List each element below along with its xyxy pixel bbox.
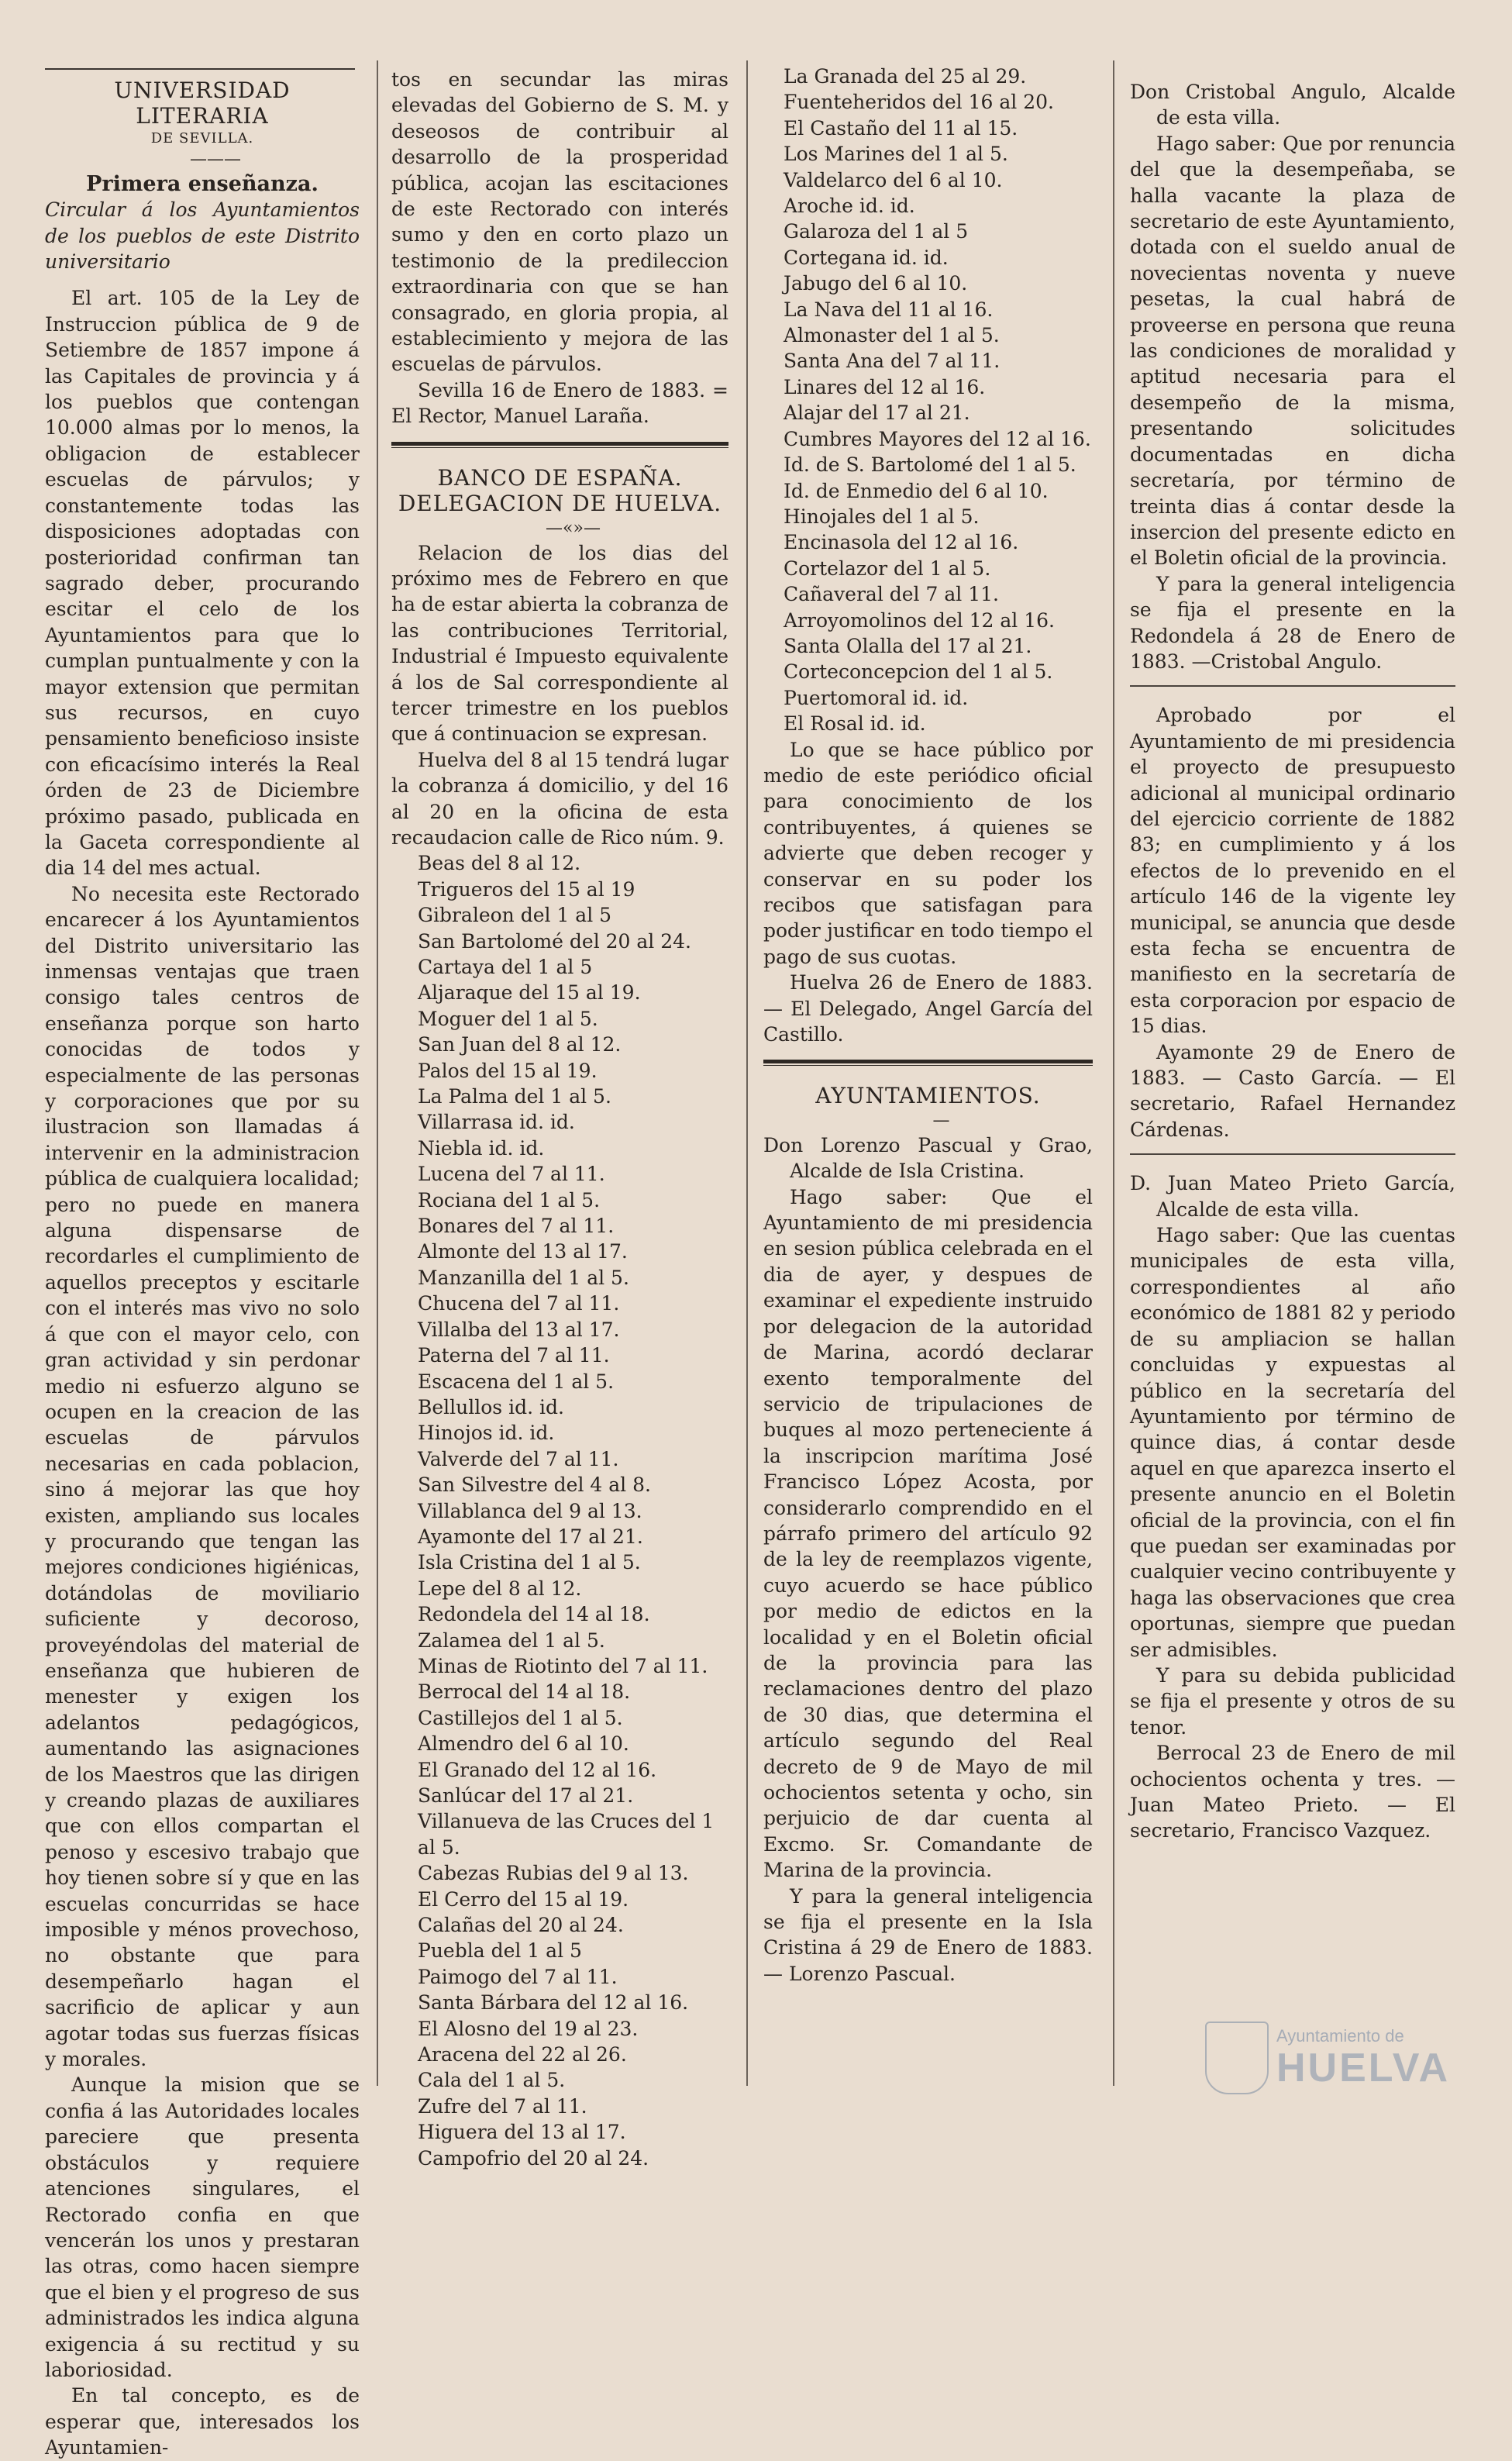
town-entry: Cumbres Mayores del 12 al 16. xyxy=(784,427,1091,450)
dash-separator: — xyxy=(932,1110,950,1130)
column-3 xyxy=(763,64,1093,1987)
town-entry: Gibraleon del 1 al 5 xyxy=(418,904,612,927)
town-entry: Villablanca del 9 al 13. xyxy=(418,1499,642,1522)
top-rule xyxy=(45,68,355,70)
town-list-continued xyxy=(763,64,1093,737)
town-entry: Manzanilla del 1 al 5. xyxy=(418,1266,629,1289)
ayuntamientos-title: AYUNTAMIENTOS. xyxy=(815,1083,1041,1109)
town-entry: Ayamonte del 17 al 21. xyxy=(418,1525,643,1548)
town-entry: Cortegana id. id. xyxy=(784,246,949,269)
town-entry: Encinasola del 12 al 16. xyxy=(784,531,1019,554)
bank-signature: Huelva 26 de Enero de 1883. — El Delegado, Angel García del Castillo. xyxy=(763,971,1093,1046)
town-entry: Calañas del 20 al 24. xyxy=(418,1914,624,1937)
town-entry: Rociana del 1 al 5. xyxy=(418,1188,601,1212)
town-entry: Hinojos id. id. xyxy=(418,1422,555,1445)
column-2 xyxy=(391,67,728,2171)
bank-intro: Relacion de los dias del próximo mes de Febrero en que ha de estar abierta la cobranza de las contribuciones Territorial, Industrial é Impuesto equivalente á los de Sal correspondiente al tercer trimestre en los pueblos que á continuacion se expresan. xyxy=(391,541,728,746)
town-entry: Castillejos del 1 al 5. xyxy=(418,1706,623,1729)
town-entry: La Nava del 11 al 16. xyxy=(784,298,994,321)
town-entry: Villalba del 13 al 17. xyxy=(418,1318,620,1341)
town-entry: Linares del 12 al 16. xyxy=(784,375,986,398)
column-divider-3 xyxy=(1113,60,1114,2086)
column-1 xyxy=(45,78,360,2461)
town-entry: Zufre del 7 al 11. xyxy=(418,2094,587,2118)
town-entry: Valverde del 7 al 11. xyxy=(418,1447,619,1470)
town-entry: Santa Bárbara del 12 al 16. xyxy=(418,1991,689,2015)
town-entry: Lepe del 8 al 12. xyxy=(418,1577,582,1600)
town-entry: Cabezas Rubias del 9 al 13. xyxy=(418,1862,689,1885)
town-entry: El Cerro del 15 al 19. xyxy=(418,1887,629,1911)
town-entry: Bellullos id. id. xyxy=(418,1395,564,1418)
town-entry: Escacena del 1 al 5. xyxy=(418,1370,615,1393)
town-entry: Arroyomolinos del 12 al 16. xyxy=(784,608,1055,632)
town-entry: Cartaya del 1 al 5 xyxy=(418,956,593,978)
town-entry: Id. de Enmedio del 6 al 10. xyxy=(784,479,1049,502)
town-entry: Valdelarco del 6 al 10. xyxy=(784,168,1003,191)
circular-title: Circular á los Ayuntamientos de los pueblos de este Distrito universitario xyxy=(45,198,360,274)
watermark-line-1: Ayuntamiento de xyxy=(1276,2026,1404,2046)
town-entry: Sanlúcar del 17 al 21. xyxy=(418,1784,634,1807)
town-list xyxy=(391,850,728,2171)
notice-body: Hago saber: Que las cuentas municipales de esta villa, correspondientes al año económico de 1881 82 y periodo de su ampliacion se hallan concluidas y expuestas al público en la secretaría del Ayuntamiento por término de quince dias, á contar desde aquel en que aparezca inserto el presente anuncio en el Boletin oficial de la provincia, con el fin que puedan ser examinadas por cualquier vecino contribuyente y haga las observaciones que crea oportunas, siempre que puedan ser admisibles. xyxy=(1130,1224,1455,1661)
town-entry: El Castaño del 11 al 15. xyxy=(784,116,1018,140)
town-entry: Moguer del 1 al 5. xyxy=(418,1007,598,1030)
watermark-line-2: HUELVA xyxy=(1276,2046,1451,2090)
town-entry: Beas del 8 al 12. xyxy=(418,852,581,875)
town-entry: San Juan del 8 al 12. xyxy=(418,1033,622,1056)
town-entry: Trigueros del 15 al 19 xyxy=(418,877,635,901)
town-entry: Zalamea del 1 al 5. xyxy=(418,1629,605,1652)
section-heading: Primera enseñanza. xyxy=(86,171,319,196)
ornament: —«»— xyxy=(546,518,601,538)
notice-header: Don Lorenzo Pascual y Grao, Alcalde de Isla Cristina. xyxy=(763,1133,1093,1183)
town-entry: Higuera del 13 al 17. xyxy=(418,2121,626,2144)
town-entry: Fuenteheridos del 16 al 20. xyxy=(784,91,1054,114)
town-entry: Puebla del 1 al 5 xyxy=(418,1939,582,1963)
circular-signature: Sevilla 16 de Enero de 1883. = El Rector, Manuel Laraña. xyxy=(391,378,728,428)
town-entry: Chucena del 7 al 11. xyxy=(418,1292,620,1315)
archive-watermark xyxy=(1205,2022,1484,2095)
town-entry: La Granada del 25 al 29. xyxy=(784,65,1027,88)
circular-continuation: tos en secundar las miras elevadas del Gobierno de S. M. y deseosos de contribuir al desarrollo de la prosperidad pública, acojan las escitaciones de este Rectorado con interés sumo y den en corto plazo un testimonio de la predileccion extraordinaria con que se han consagrado, en gloria propia, al establecimiento y mejora de las escuelas de párvulos. xyxy=(391,68,728,376)
town-entry: Puertomoral id. id. xyxy=(784,686,969,709)
org-subtitle: DE SEVILLA. xyxy=(150,129,254,146)
town-entry: Aljaraque del 15 al 19. xyxy=(418,981,641,1005)
town-entry: Palos del 15 al 19. xyxy=(418,1059,598,1082)
town-entry: Aracena del 22 al 26. xyxy=(418,2043,627,2066)
town-entry: Villanueva de las Cruces del 1 al 5. xyxy=(418,1810,715,1859)
town-entry: Corteconcepcion del 1 al 5. xyxy=(784,660,1053,684)
town-entry: Santa Olalla del 17 al 21. xyxy=(784,634,1032,657)
town-entry: Galaroza del 1 al 5 xyxy=(784,220,969,243)
town-entry: Jabugo del 6 al 10. xyxy=(784,272,968,295)
bank-title: BANCO DE ESPAÑA. xyxy=(437,464,683,491)
town-entry: Redondela del 14 al 18. xyxy=(418,1603,650,1626)
bank-closing: Lo que se hace público por medio de este periódico oficial para conocimiento de los contribuyentes, á quienes se advierte que deben recoger y conservar en su poder los recibos que satisfagan para poder justificar en todo tiempo el pago de sus cuotas. xyxy=(763,738,1093,968)
notice-closing: Y para la general inteligencia se fija el presente en la Isla Cristina á 29 de Enero de 1883. — Lorenzo Pascual. xyxy=(763,1884,1093,1985)
notice-closing: Berrocal 23 de Enero de mil ochocientos ochenta y tres. — Juan Mateo Prieto. — El secretario, Francisco Vazquez. xyxy=(1130,1742,1455,1842)
town-entry: Alajar del 17 al 21. xyxy=(784,402,970,425)
notice-header: D. Juan Mateo Prieto García, Alcalde de esta villa. xyxy=(1130,1172,1455,1221)
town-entry: Cala del 1 al 5. xyxy=(418,2069,566,2092)
notice-body: Aprobado por el Ayuntamiento de mi presidencia el proyecto de presupuesto adicional al municipal ordinario del ejercicio corriente de 1882 83; en cumplimiento y á los efectos de lo prevenido en el artículo 146 de la vigente ley municipal, se anuncia que desde esta fecha se encuentra de manifiesto en la secretaría de esta corporacion por espacio de 15 dias. xyxy=(1130,704,1455,1038)
column-divider-1 xyxy=(377,60,378,2086)
town-entry: Almonaster del 1 al 5. xyxy=(784,324,1000,347)
town-entry: Id. de S. Bartolomé del 1 al 5. xyxy=(784,453,1076,477)
delegation-title: DELEGACION DE HUELVA. xyxy=(398,491,722,517)
column-divider-2 xyxy=(746,60,748,2086)
town-entry: Niebla id. id. xyxy=(418,1136,545,1160)
town-entry: Lucena del 7 al 11. xyxy=(418,1163,605,1186)
town-entry: Campofrio del 20 al 24. xyxy=(418,2146,649,2170)
town-entry: Aroche id. id. xyxy=(784,195,915,218)
paragraph: El art. 105 de la Ley de Instruccion pública de 9 de Setiembre de 1857 impone á las Capitales de provincia y á los pueblos que contengan 10.000 almas por lo menos, la obligacion de establecer escuelas de párvulos; y constantemente todas las disposiciones adoptadas con posterioridad confirman tan sagrado deber, procurando escitar el celo de los Ayuntamientos para que lo cumplan puntualmente y con la mayor extension que permitan sus recursos, en cuyo pensamiento beneficioso insiste con eficacísimo interés la Real órden de 23 de Diciembre próximo pasado, publicada en la Gaceta correspondiente al dia 14 del mes actual. xyxy=(45,287,360,880)
town-entry: Almendro del 6 al 10. xyxy=(418,1732,629,1756)
town-entry: Villarrasa id. id. xyxy=(418,1111,575,1134)
notice-closing: Y para la general inteligencia se fija el presente en la Redondela á 28 de Enero de 1883. —Cristobal Angulo. xyxy=(1130,572,1455,673)
town-entry: El Rosal id. id. xyxy=(784,712,926,736)
notice-body: Hago saber: Que el Ayuntamiento de mi presidencia en sesion pública celebrada en el dia de ayer, y despues de examinar el expediente instruido por delegacion de la autoridad de Marina, acordó declarar exento temporalmente del servicio de tripulaciones de buques al mozo perteneciente á la inscripcion marítima José Francisco López Acosta, por considerarlo comprendido en el párrafo primero del artículo 92 de la ley de reemplazos vigente, cuyo acuerdo se hace público por medio de edictos en la localidad y en el Boletin oficial de la provincia para las reclamaciones dentro del plazo de 30 dias, que determina el artículo segundo del Real decreto de 9 de Mayo de mil ochocientos setenta y ocho, sin perjuicio de dar cuenta al Excmo. Sr. Comandante de Marina de la provincia. xyxy=(763,1185,1093,1882)
town-entry: Bonares del 7 al 11. xyxy=(418,1215,615,1238)
town-entry: La Palma del 1 al 5. xyxy=(418,1085,611,1108)
town-entry: Cañaveral del 7 al 11. xyxy=(784,583,999,606)
town-entry: Paimogo del 7 al 11. xyxy=(418,1965,618,1988)
section-rule xyxy=(763,1060,1093,1066)
paragraph: No necesita este Rectorado encarecer á los Ayuntamientos del Distrito universitario las inmensas ventajas que traen consigo tales centros de enseñanza porque son harto conocidas de todos y especialmente de las personas y corporaciones que por su ilustracion son llamadas á intervenir en la administracion pública de cualquiera localidad; pero no puede en manera alguna dispensarse de recordarles el cumplimiento de aquellos preceptos y escitarle con el interés mas vivo no solo á que con el mayor celo, con gran actividad y sin perdonar medio ni esfuerzo alguno se ocupen en la creacion de las escuelas de párvulos necesarias en cada poblacion, sino á mejorar las que hoy existen, ampliando sus locales y procurando que tengan las mejores condiciones higiénicas, dotándolas de moviliario suficiente y decoroso, proveyéndolas del material de enseñanza que hubieren de menester y exigen los adelantos pedagógicos, aumentando las asignaciones de los Maestros que las dirigen y creando plazas de auxiliares que con ellos compartan el penoso y escesivo trabajo que hoy tienen sobre sí y que en las escuelas concurridas se hace imposible y ménos provechoso, no obstante que para desempeñarlo hagan el sacrificio de aplicar y aun agotar todas sus fuerzas físicas y morales. xyxy=(45,882,360,2071)
town-entry: Almonte del 13 al 17. xyxy=(418,1240,628,1263)
town-entry: Minas de Riotinto del 7 al 11. xyxy=(418,1654,708,1677)
notice-rule xyxy=(1130,1153,1455,1155)
town-entry: Isla Cristina del 1 al 5. xyxy=(418,1551,641,1574)
town-entry: Hinojales del 1 al 5. xyxy=(784,505,980,528)
town-entry: San Bartolomé del 20 al 24. xyxy=(418,929,692,953)
dash-separator: ——— xyxy=(190,149,241,169)
paragraph: En tal concepto, es de esperar que, interesados los Ayuntamien- xyxy=(45,2384,360,2459)
coat-of-arms-icon xyxy=(1205,2022,1269,2094)
town-entry: Berrocal del 14 al 18. xyxy=(418,1680,631,1704)
town-entry: Cortelazor del 1 al 5. xyxy=(784,557,991,580)
notice-closing: Ayamonte 29 de Enero de 1883. — Casto García. — El secretario, Rafael Hernandez Cárdenas. xyxy=(1130,1040,1455,1141)
bank-intro-huelva: Huelva del 8 al 15 tendrá lugar la cobranza á domicilio, y del 16 al 20 en la oficina de esta recaudacion calle de Rico núm. 9. xyxy=(391,748,728,849)
notice-header: Don Cristobal Angulo, Alcalde de esta villa. xyxy=(1130,81,1455,129)
paragraph: Aunque la mision que se confia á las Autoridades locales pareciere que presenta obstáculos y requiere atenciones singulares, el Rectorado confia en que vencerán los unos y prestaran las otras, como hacen siempre que el bien y el progreso de sus administrados les indica alguna exigencia á su rectitud y su laboriosidad. xyxy=(45,2073,360,2381)
notice-closing: Y para su debida publicidad se fija el presente y otros de su tenor. xyxy=(1130,1663,1455,1739)
column-4 xyxy=(1130,79,1455,1844)
town-entry: Santa Ana del 7 al 11. xyxy=(784,350,1001,373)
org-title: UNIVERSIDAD LITERARIA xyxy=(114,78,291,129)
town-entry: El Granado del 12 al 16. xyxy=(418,1758,657,1781)
town-entry: El Alosno del 19 al 23. xyxy=(418,2017,639,2040)
town-entry: Los Marines del 1 al 5. xyxy=(784,143,1008,166)
town-entry: San Silvestre del 4 al 8. xyxy=(418,1473,651,1497)
notice-rule xyxy=(1130,685,1455,687)
section-rule xyxy=(391,442,728,448)
town-entry: Paterna del 7 al 11. xyxy=(418,1344,610,1367)
notice-body: Hago saber: Que por renuncia del que la desempeñaba, se halla vacante la plaza de secretario de este Ayuntamiento, dotada con el sueldo anual de novecientas noventa y nueve pesetas, la cual habrá de proveerse en persona que reuna las condiciones de moralidad y aptitud necesaria para el desempeño de la misma, presentando solicitudes documentadas en dicha secretaría, por término de treinta dias á contar desde la insercion del presente edicto en el Boletin oficial de la provincia. xyxy=(1130,132,1455,570)
